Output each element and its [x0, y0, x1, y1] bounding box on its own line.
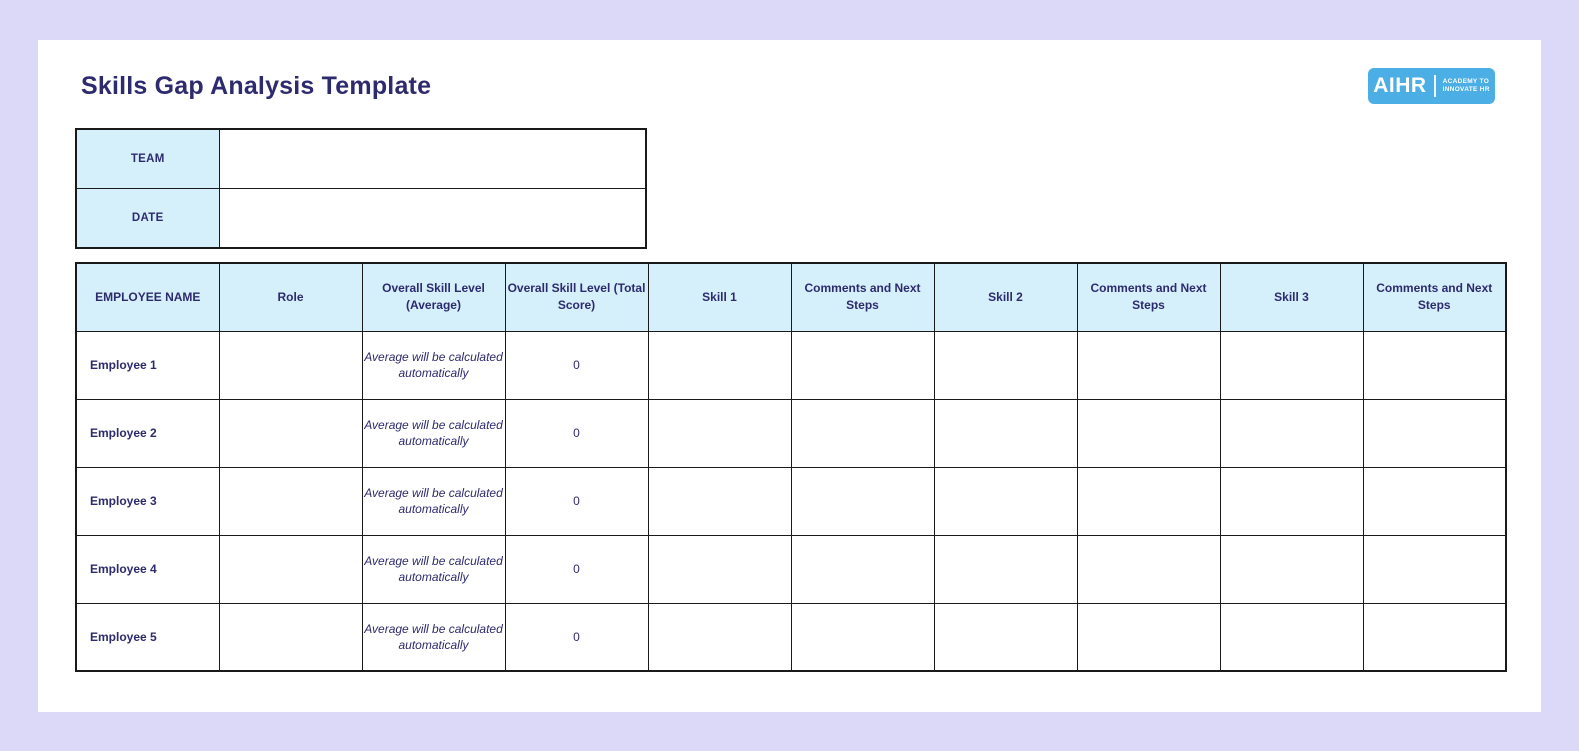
average-note-cell[interactable]: Average will be calculated automatically [362, 331, 505, 399]
role-cell[interactable] [219, 603, 362, 671]
skill-3-cell[interactable] [1220, 399, 1363, 467]
skill-2-cell[interactable] [934, 331, 1077, 399]
table-row [76, 467, 1506, 535]
table-row [76, 603, 1506, 671]
comments-3-cell[interactable] [1363, 603, 1506, 671]
skill-1-cell[interactable] [648, 467, 791, 535]
skill-1-cell[interactable] [648, 399, 791, 467]
comments-1-cell[interactable] [791, 467, 934, 535]
skill-3-cell[interactable] [1220, 467, 1363, 535]
role-cell[interactable] [219, 331, 362, 399]
role-cell[interactable] [219, 467, 362, 535]
table-row [76, 535, 1506, 603]
skill-2-cell[interactable] [934, 467, 1077, 535]
comments-2-cell[interactable] [1077, 399, 1220, 467]
header-comments-3: Comments and Next Steps [1363, 263, 1506, 331]
role-cell[interactable] [219, 399, 362, 467]
total-score-cell[interactable]: 0 [505, 331, 648, 399]
employee-name-cell[interactable]: Employee 1 [76, 331, 219, 399]
skill-1-cell[interactable] [648, 331, 791, 399]
aihr-logo [1368, 68, 1495, 104]
header-overall-average: Overall Skill Level (Average) [362, 263, 505, 331]
average-note-cell[interactable]: Average will be calculated automatically [362, 535, 505, 603]
total-score-cell[interactable]: 0 [505, 467, 648, 535]
logo-divider [1434, 75, 1436, 97]
team-value-cell[interactable] [219, 129, 646, 189]
date-value-cell[interactable] [219, 189, 646, 249]
comments-1-cell[interactable] [791, 399, 934, 467]
employee-name-cell[interactable]: Employee 4 [76, 535, 219, 603]
meta-row-team [76, 129, 646, 189]
header-row [76, 263, 1506, 331]
meta-table [75, 128, 647, 249]
logo-tagline-line1: ACADEMY TO [1442, 77, 1490, 85]
total-score-cell[interactable]: 0 [505, 603, 648, 671]
header-employee-name: EMPLOYEE NAME [76, 263, 219, 331]
team-label: TEAM [76, 129, 219, 189]
comments-2-cell[interactable] [1077, 331, 1220, 399]
header-overall-total: Overall Skill Level (Total Score) [505, 263, 648, 331]
average-note-cell[interactable]: Average will be calculated automatically [362, 467, 505, 535]
skill-2-cell[interactable] [934, 603, 1077, 671]
employee-name-cell[interactable]: Employee 3 [76, 467, 219, 535]
skill-2-cell[interactable] [934, 399, 1077, 467]
employee-name-cell[interactable]: Employee 2 [76, 399, 219, 467]
table-row [76, 331, 1506, 399]
page-title: Skills Gap Analysis Template [81, 72, 432, 100]
date-label: DATE [76, 189, 219, 249]
average-note-cell[interactable]: Average will be calculated automatically [362, 399, 505, 467]
meta-row-date [76, 189, 646, 249]
comments-2-cell[interactable] [1077, 603, 1220, 671]
comments-1-cell[interactable] [791, 603, 934, 671]
aihr-logo-brand: AIHR [1373, 74, 1427, 97]
comments-3-cell[interactable] [1363, 399, 1506, 467]
comments-3-cell[interactable] [1363, 467, 1506, 535]
comments-1-cell[interactable] [791, 535, 934, 603]
role-cell[interactable] [219, 535, 362, 603]
employee-name-cell[interactable]: Employee 5 [76, 603, 219, 671]
comments-2-cell[interactable] [1077, 535, 1220, 603]
comments-2-cell[interactable] [1077, 467, 1220, 535]
skill-1-cell[interactable] [648, 535, 791, 603]
header-role: Role [219, 263, 362, 331]
comments-1-cell[interactable] [791, 331, 934, 399]
skill-3-cell[interactable] [1220, 603, 1363, 671]
logo-tagline-line2: INNOVATE HR [1442, 86, 1490, 93]
skill-3-cell[interactable] [1220, 535, 1363, 603]
header-skill-1: Skill 1 [648, 263, 791, 331]
header-comments-1: Comments and Next Steps [791, 263, 934, 331]
skill-2-cell[interactable] [934, 535, 1077, 603]
header-comments-2: Comments and Next Steps [1077, 263, 1220, 331]
skills-gap-table [75, 262, 1507, 672]
comments-3-cell[interactable] [1363, 331, 1506, 399]
table-row [76, 399, 1506, 467]
aihr-logo-tagline [1443, 78, 1490, 95]
header-skill-3: Skill 3 [1220, 263, 1363, 331]
header-skill-2: Skill 2 [934, 263, 1077, 331]
total-score-cell[interactable]: 0 [505, 535, 648, 603]
skill-1-cell[interactable] [648, 603, 791, 671]
average-note-cell[interactable]: Average will be calculated automatically [362, 603, 505, 671]
comments-3-cell[interactable] [1363, 535, 1506, 603]
total-score-cell[interactable]: 0 [505, 399, 648, 467]
template-card [38, 40, 1541, 712]
skill-3-cell[interactable] [1220, 331, 1363, 399]
